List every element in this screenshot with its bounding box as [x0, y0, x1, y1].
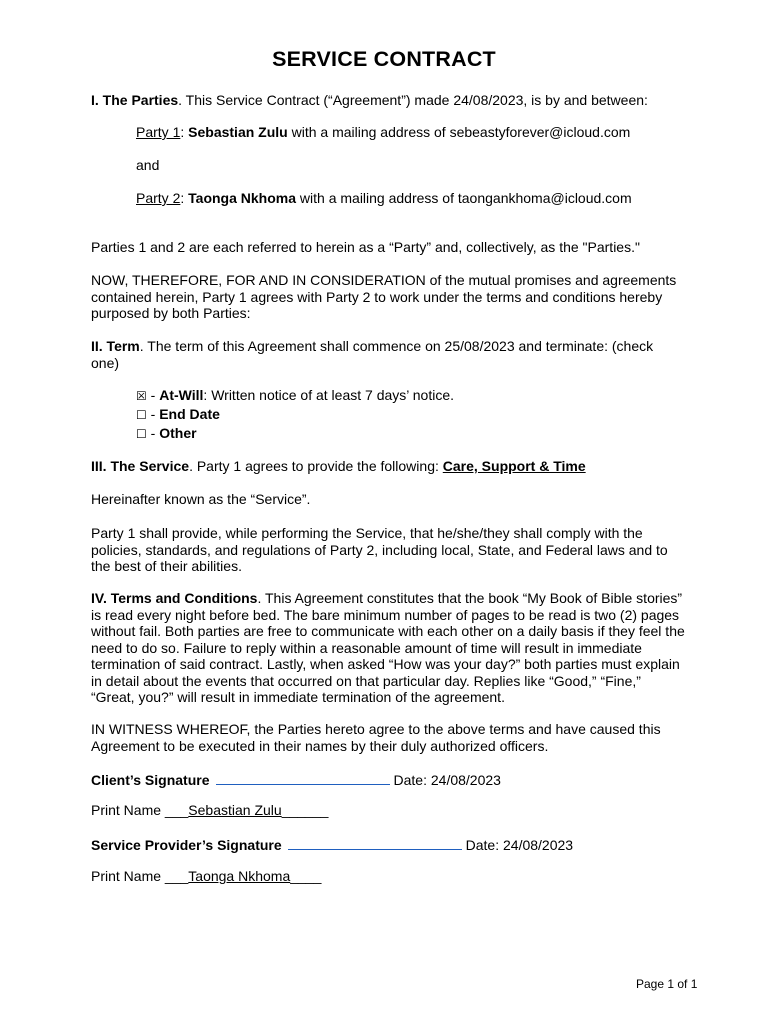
party-1-line: Party 1: Sebastian Zulu with a mailing address of sebeastyforever@icloud.com: [136, 124, 631, 140]
term-heading: II. Term: [91, 338, 140, 354]
party-2-address: with a mailing address of taongankhoma@icloud.com: [296, 190, 632, 206]
print-name-label: Print Name: [91, 868, 162, 884]
witness-paragraph: IN WITNESS WHEREOF, the Parties hereto agree to the above terms and have caused this Agreement to be executed in their names by their duly authorized officers.: [91, 721, 661, 754]
party-1-address: with a mailing address of sebeastyforever@icloud.com: [287, 124, 631, 140]
client-signature-line[interactable]: [216, 770, 390, 785]
provider-signature-row: [91, 835, 691, 854]
parties-referred-text: Parties 1 and 2 are each referred to herein as a “Party” and, collectively, as the "Parties.": [91, 239, 640, 255]
client-signature-row: [91, 770, 691, 789]
parties-intro: [91, 92, 691, 109]
terms-paragraph: IV. Terms and Conditions. This Agreement constitutes that the book “My Book of Bible stories” is read every night before bed. The bare minimum number of pages to be read is two (2) pages without fail. Both parties are free to communicate with each other on a daily basis if they feel the need to do so. Failure to reply within a reasonable amount of time will result in immediate termination of said contract. Lastly, when asked “How was your day?” both parties must explain in detail about the events that occurred on that particular day. Replies like “Good,” “Fine,” “Great, you?” will result in immediate termination of the agreement.: [91, 590, 685, 705]
term-option-at-will: ☒ - At-Will: Written notice of at least 7 days’ notice.: [136, 387, 454, 403]
party-2-line: Party 2: Taonga Nkhoma with a mailing address of taongankhoma@icloud.com: [136, 190, 632, 206]
consideration-line-1: NOW, THEREFORE, FOR AND IN CONSIDERATION of the mutual promises and agreements: [91, 272, 677, 288]
client-signature-label: Client’s Signature: [91, 772, 210, 788]
service-value: Care, Support & Time: [442, 458, 586, 474]
terms-heading: IV. Terms and Conditions: [91, 590, 258, 606]
service-heading: III. The Service: [91, 458, 190, 474]
service-line: [91, 458, 691, 475]
term-option-other: ☐ - Other: [136, 425, 197, 441]
option-label: Other: [159, 425, 197, 441]
provider-signature-date: Date: 24/08/2023: [465, 837, 574, 853]
party-2-name: Taonga Nkhoma: [188, 190, 297, 206]
service-text: . Party 1 agrees to provide the following:: [189, 458, 443, 474]
client-print-name-row: Print Name ___Sebastian Zulu______: [91, 802, 329, 818]
term-option-end-date: ☐ - End Date: [136, 406, 220, 422]
term-text-line-2: one): [91, 354, 120, 371]
option-label: End Date: [159, 406, 220, 422]
provider-print-name-row: Print Name ___Taonga Nkhoma____: [91, 868, 322, 884]
parties-intro-text: . This Service Contract (“Agreement”) made 24/08/2023, is by and between:: [178, 92, 648, 108]
print-name-label: Print Name: [91, 802, 162, 818]
option-text: : Written notice of at least 7 days’ notice.: [203, 387, 454, 403]
and-text: and: [136, 157, 160, 173]
document-title: SERVICE CONTRACT: [272, 47, 496, 71]
party-1-name: Sebastian Zulu: [188, 124, 288, 140]
party-2-label: Party 2: [136, 190, 181, 206]
service-known-text: Hereinafter known as the “Service”.: [91, 491, 311, 507]
party-1-label: Party 1: [136, 124, 181, 140]
provider-print-name: Taonga Nkhoma: [188, 868, 291, 884]
consideration-line-3: purposed by both Parties:: [91, 305, 251, 321]
option-label: At-Will: [159, 387, 204, 403]
term-paragraph: [91, 338, 691, 371]
unchecked-box-icon: ☐: [136, 427, 147, 441]
provider-signature-label: Service Provider’s Signature: [91, 837, 282, 853]
page-number: Page 1 of 1: [636, 977, 698, 991]
service-compliance-paragraph: Party 1 shall provide, while performing the Service, that he/she/they shall comply with the policies, standards, and regulations of Party 2, including local, State, and Federal laws and to the best of their abilities.: [91, 525, 668, 574]
client-signature-date: Date: 24/08/2023: [393, 772, 501, 788]
term-text-line-1: . The term of this Agreement shall commence on 25/08/2023 and terminate: (check: [139, 338, 654, 354]
parties-heading: I. The Parties: [91, 92, 179, 108]
consideration-line-2: contained herein, Party 1 agrees with Party 2 to work under the terms and conditions hereby: [91, 288, 663, 305]
checked-box-icon: ☒: [136, 389, 147, 403]
provider-signature-line[interactable]: [288, 835, 462, 850]
client-print-name: Sebastian Zulu: [188, 802, 282, 818]
consideration-paragraph: [91, 272, 691, 322]
unchecked-box-icon: ☐: [136, 408, 147, 422]
